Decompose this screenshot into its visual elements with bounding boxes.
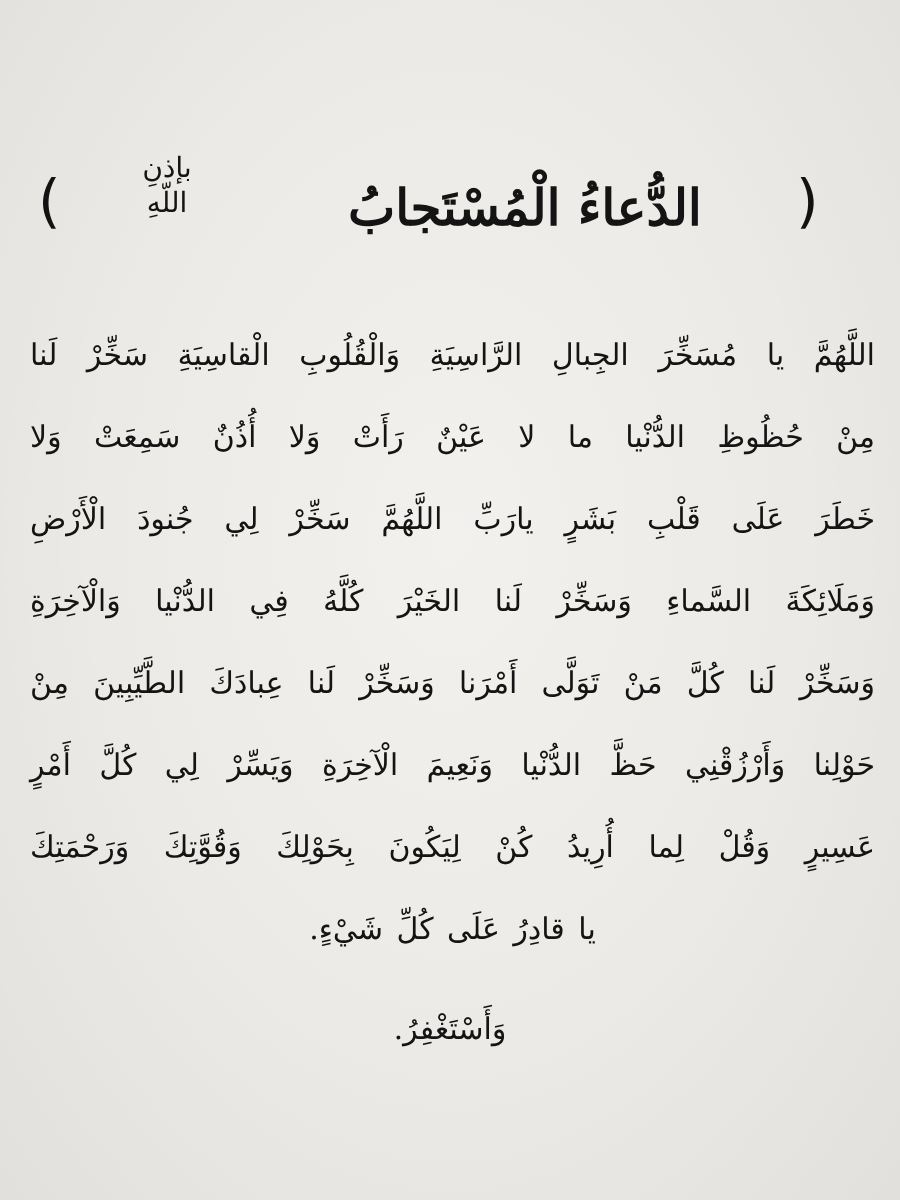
prayer-line: حَوْلِنا وَأَرْزُقْنِي حَظَّ الدُّنْيا وَنَعِيمَ الْآخِرَةِ وَيَسِّرْ لِي كُلَّ أَمْرٍ <box>30 748 875 783</box>
title-sub-bottom: اللّهِ <box>146 186 188 219</box>
prayer-line: وَمَلَائِكَةَ السَّماءِ وَسَخِّرْ لَنا الخَيْرَ كُلَّهُ فِي الدُّنْيا وَالْآخِرَةِ <box>30 584 875 619</box>
title-block <box>0 150 900 280</box>
title-subscript <box>112 150 222 220</box>
prayer-line: وَسَخِّرْ لَنا كُلَّ مَنْ تَوَلَّى أَمْرَنا وَسَخِّرْ لَنا عِبادَكَ الطَّيِّبِينَ مِنْ <box>30 666 875 701</box>
title-sub-top: بإذنِ <box>142 151 192 184</box>
closing-phrase: وَأَسْتَغْفِرُ. <box>393 1012 507 1047</box>
prayer-line: خَطَرَ عَلَى قَلْبِ بَشَرٍ يارَبِّ اللَّهُمَّ سَخِّرْ لِي جُنودَ الْأَرْضِ <box>30 502 875 537</box>
prayer-line: اللَّهُمَّ يا مُسَخِّرَ الجِبالِ الرَّاسِيَةِ وَالْقُلُوبِ الْقاسِيَةِ سَخِّرْ لَنا <box>30 338 875 373</box>
title-open-paren: ( <box>796 167 819 235</box>
prayer-line-last: يا قادِرُ عَلَى كُلِّ شَيْءٍ. <box>309 912 596 947</box>
title-close-paren: ) <box>38 167 61 235</box>
prayer-line: عَسِيرٍ وَقُلْ لِما أُرِيدُ كُنْ لِيَكُونَ بِحَوْلِكَ وَقُوَّتِكَ وَرَحْمَتِكَ <box>30 830 875 865</box>
page-title: الدُّعاءُ الْمُسْتَجابُ <box>348 178 702 237</box>
prayer-line: مِنْ حُظُوظِ الدُّنْيا ما لا عَيْنٌ رَأَتْ وَلا أُذُنٌ سَمِعَتْ وَلا <box>30 420 875 455</box>
prayer-text <box>30 315 875 971</box>
